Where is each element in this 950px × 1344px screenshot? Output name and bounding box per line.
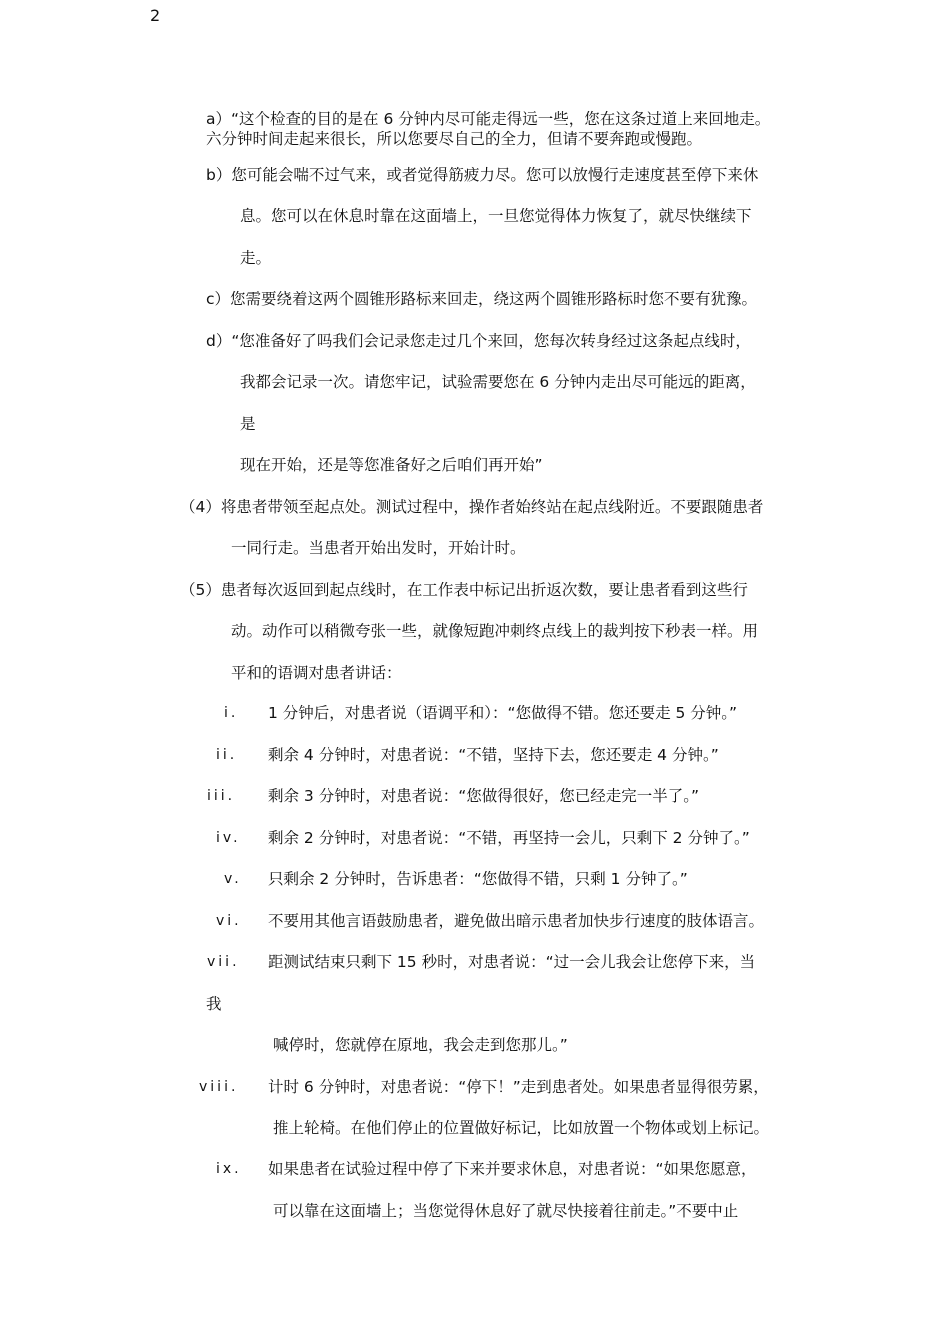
item-text: 不要用其他言语鼓励患者，避免做出暗示患者加快步行速度的肢体语言。 — [268, 912, 765, 930]
item-number: ix. — [216, 1161, 242, 1177]
step-4-line-2: 一同行走。当患者开始出发时，开始计时。 — [231, 539, 526, 557]
instruction-a-line-2: 六分钟时间走起来很长，所以您要尽自己的全力，但请不要奔跑或慢跑。 — [206, 130, 703, 148]
item-number: vi. — [216, 913, 242, 929]
item-number: viii. — [199, 1079, 239, 1095]
item-text: 剩余 3 分钟时，对患者说：“您做得很好，您已经走完一半了。” — [268, 787, 700, 805]
instruction-b-line-3: 走。 — [240, 249, 272, 267]
item-text: 如果患者在试验过程中停了下来并要求休息，对患者说：“如果您愿意， — [268, 1160, 757, 1178]
instruction-d-line-1: d）“您准备好了吗我们会记录您走过几个来回，您每次转身经过这条起点线时， — [206, 332, 751, 350]
item-text: 计时 6 分钟时，对患者说：“停下！”走到患者处。如果患者显得很劳累， — [268, 1078, 769, 1096]
item-number: vii. — [207, 954, 240, 970]
instruction-c-line-1: c）您需要绕着这两个圆锥形路标来回走，绕这两个圆锥形路标时您不要有犹豫。 — [206, 290, 758, 308]
item-text: 剩余 4 分钟时，对患者说：“不错，坚持下去，您还要走 4 分钟。” — [268, 746, 719, 764]
item-number: iii. — [207, 788, 236, 804]
item-text: 只剩余 2 分钟时，告诉患者：“您做得不错，只剩 1 分钟了。” — [268, 870, 688, 888]
instruction-b-line-1: b）您可能会喘不过气来，或者觉得筋疲力尽。您可以放慢行走速度甚至停下来休 — [206, 166, 759, 184]
item-text: 剩余 2 分钟时，对患者说：“不错，再坚持一会儿，只剩下 2 分钟了。” — [268, 829, 750, 847]
item-text: 推上轮椅。在他们停止的位置做好标记，比如放置一个物体或划上标记。 — [273, 1119, 770, 1137]
item-text: 距测试结束只剩下 15 秒时，对患者说：“过一会儿我会让您停下来，当 — [268, 953, 756, 971]
item-text: 我 — [206, 995, 222, 1013]
item-number: i. — [224, 705, 239, 721]
item-number: ii. — [216, 747, 238, 763]
item-text: 1 分钟后，对患者说（语调平和）：“您做得不错。您还要走 5 分钟。” — [268, 704, 738, 722]
item-text: 喊停时，您就停在原地，我会走到您那儿。” — [273, 1036, 568, 1054]
instruction-d-line-2: 我都会记录一次。请您牢记，试验需要您在 6 分钟内走出尽可能远的距离， — [240, 373, 756, 391]
item-number: iv. — [216, 830, 241, 846]
instruction-d-line-3: 是 — [240, 415, 256, 433]
item-text: 可以靠在这面墙上；当您觉得休息好了就尽快接着往前走。”不要中止 — [273, 1202, 739, 1220]
page-number: 2 — [150, 6, 161, 25]
instruction-b-line-2: 息。您可以在休息时靠在这面墙上，一旦您觉得体力恢复了，就尽快继续下 — [240, 207, 752, 225]
step-5-line-3: 平和的语调对患者讲话： — [231, 664, 402, 682]
step-4-line-1: （4）将患者带领至起点处。测试过程中，操作者始终站在起点线附近。不要跟随患者 — [180, 498, 764, 516]
step-5-line-2: 动。动作可以稍微夸张一些，就像短跑冲刺终点线上的裁判按下秒表一样。用 — [231, 622, 759, 640]
instruction-d-line-4: 现在开始，还是等您准备好之后咱们再开始” — [240, 456, 543, 474]
item-number: v. — [224, 871, 242, 887]
instruction-a-line-1: a）“这个检查的目的是在 6 分钟内尽可能走得远一些，您在这条过道上来回地走。 — [206, 110, 771, 128]
step-5-line-1: （5）患者每次返回到起点线时，在工作表中标记出折返次数，要让患者看到这些行 — [180, 581, 748, 599]
